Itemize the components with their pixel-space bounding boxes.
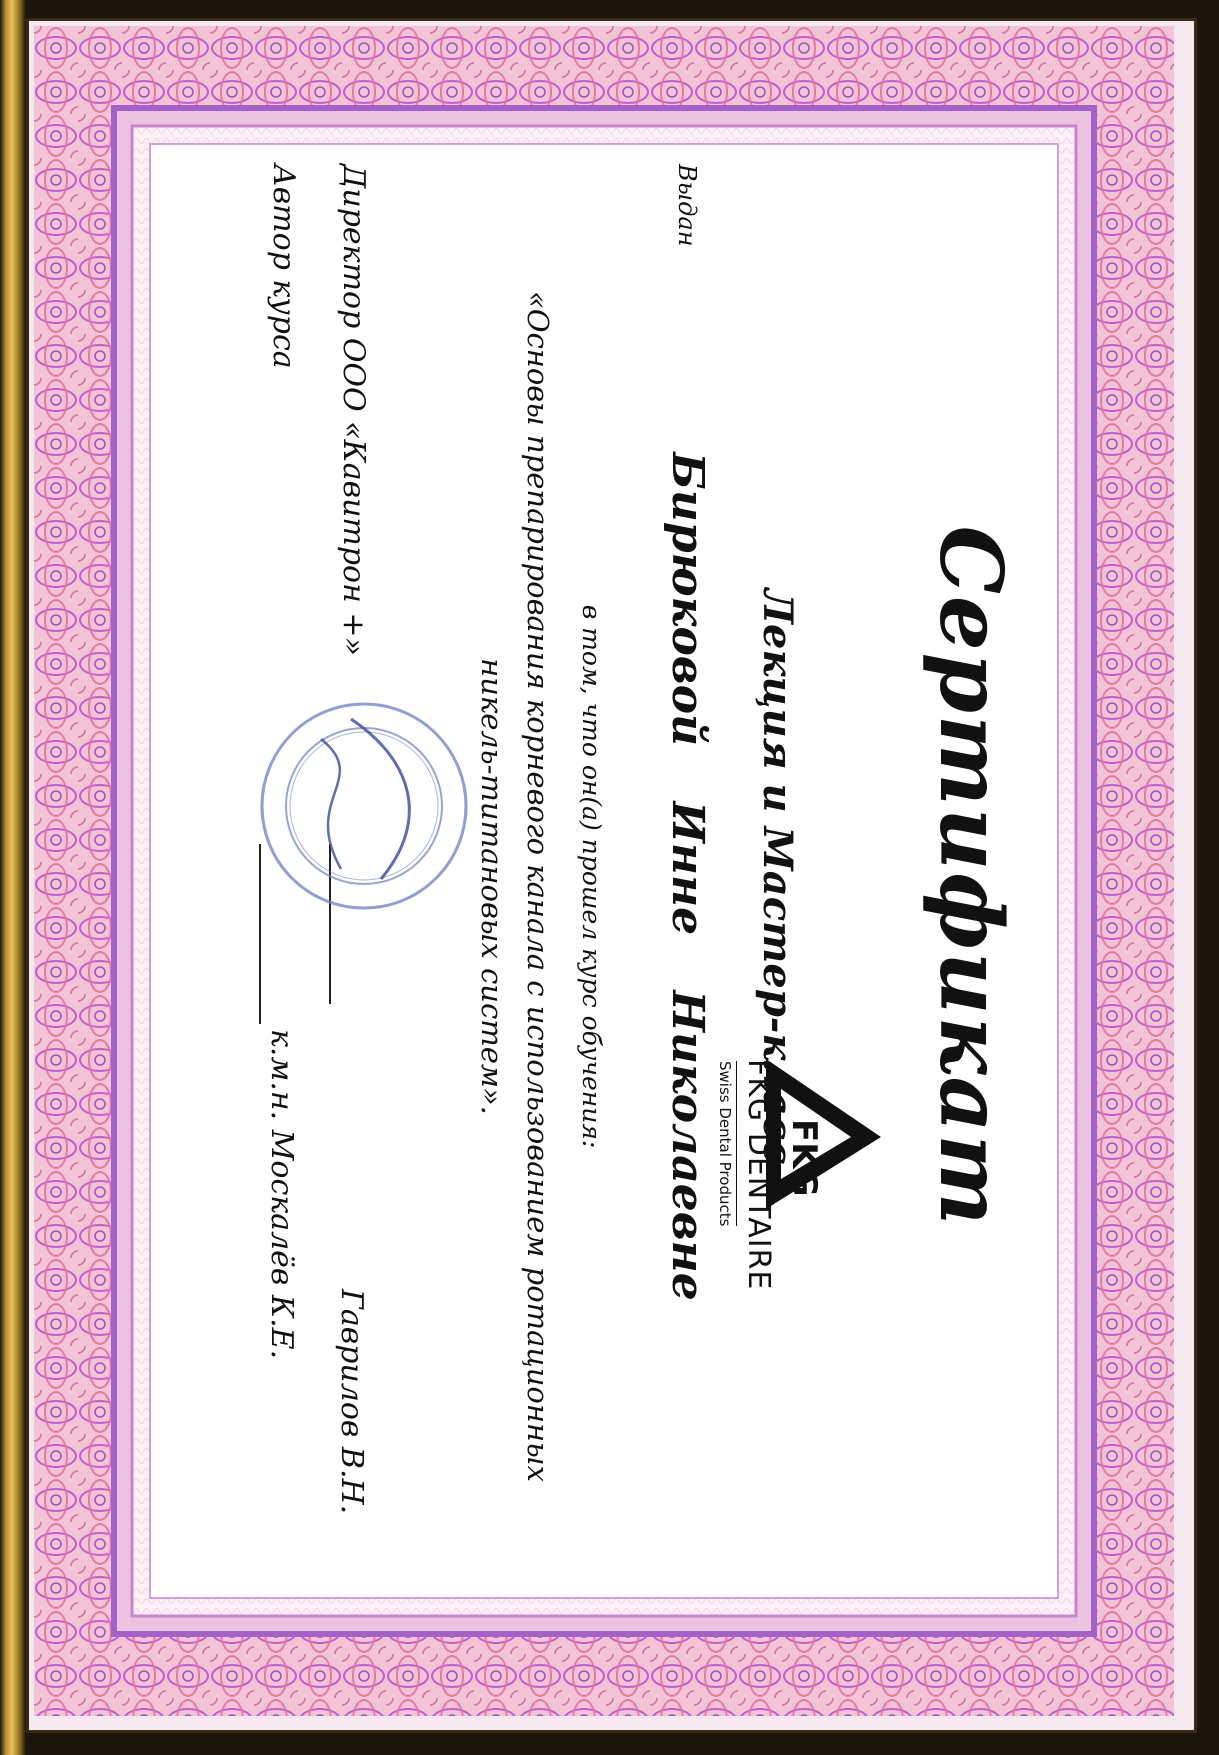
certificate-title: Сертификат [920, 525, 1021, 1228]
recipient-name: Бирюковой Инне Николаевне [662, 452, 713, 1301]
logo-name: FKG DENTAIRE [741, 1059, 776, 1291]
author-label: Автор курса [266, 164, 301, 369]
course-line-2: никель-титановых систем». [475, 658, 509, 1115]
author-name: к.м.н. Москалёв К.Е. [264, 1029, 299, 1360]
certificate-body [176, 144, 1031, 1609]
certificate-subtitle: Лекция и Мастер-класс [754, 588, 801, 1165]
logo-subtitle: Swiss Dental Products [716, 1061, 737, 1226]
issued-label: Выдан [673, 164, 701, 247]
director-label: Директор ООО «Кавитрон +» [336, 164, 371, 656]
svg-text:FKG: FKG [784, 1119, 824, 1197]
statement-text: в том, что он(а) прошел курс обучения: [577, 604, 606, 1149]
company-stamp [256, 699, 471, 914]
course-title [469, 164, 561, 1609]
course-line-1: «Основы препарирования корневого канала с использованием ротационных [521, 290, 555, 1483]
director-name: Гаврилов В.Н. [334, 1289, 369, 1515]
